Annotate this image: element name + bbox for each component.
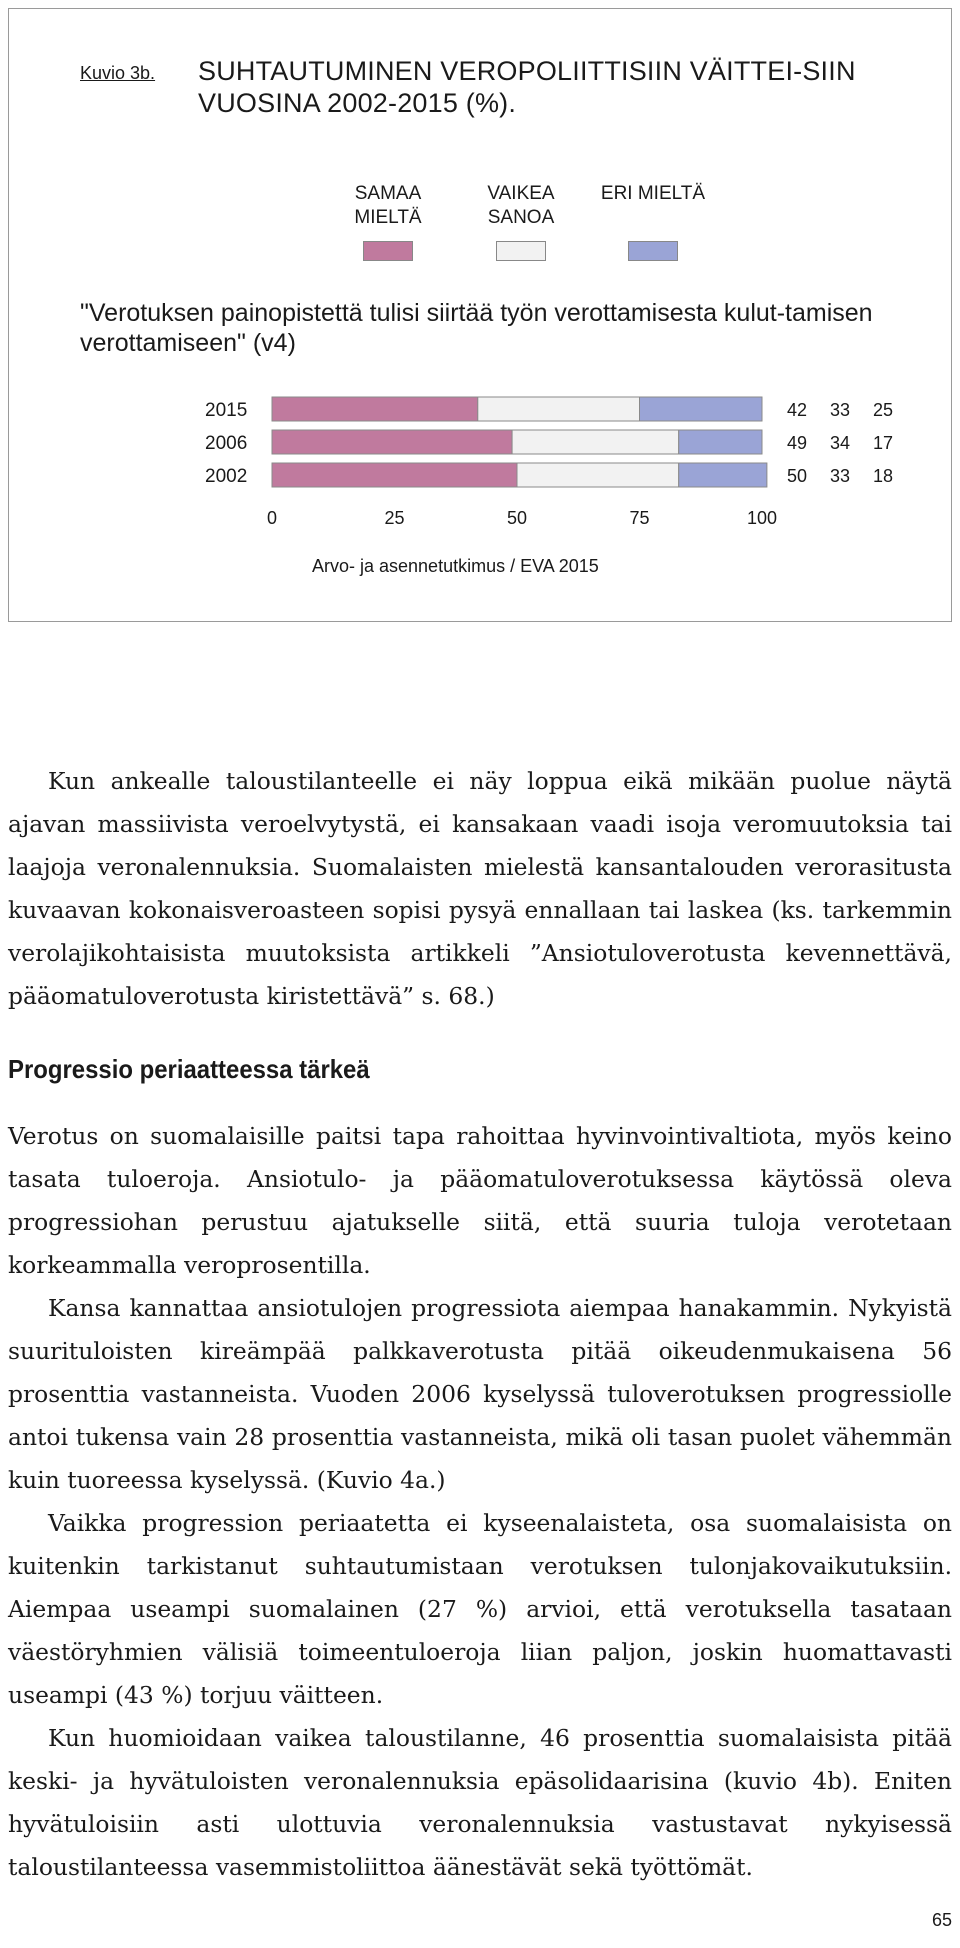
x-tick-label: 75	[629, 508, 650, 528]
value-label: 33	[829, 400, 851, 420]
value-label: 33	[829, 466, 851, 486]
figure-label: Kuvio 3b.	[80, 63, 156, 83]
section-heading: Progressio periaatteessa tärkeä	[8, 1054, 370, 1084]
value-label: 49	[786, 433, 808, 453]
body-paragraph-3: Kansa kannattaa ansiotulojen progressiota aiempaa hanakammin. Nykyistä suurituloisten kireämpää palkkaverotusta pitää oikeudenmukaisena 56 prosenttia vastanneista. Vuoden 2006 kyselyssä tuloverotuksen progressiolle antoi tukensa vain 28 prosenttia vastanneista, mikä oli tasan puolet vähemmän kuin tuoreessa kyselyssä. (Kuvio 4a.)	[8, 1294, 952, 1494]
legend-label-unsure: VAIKEA SANOA	[487, 183, 555, 228]
chart-source: Arvo- ja asennetutkimus / EVA 2015	[312, 556, 599, 576]
body-paragraph-2: Verotus on suomalaisille paitsi tapa rahoittaa hyvinvointivaltiota, myös keino tasata tuloeroja. Ansiotulo- ja pääomatuloverotuksessa käytössä oleva progressiohan perustuu ajatukselle siitä, että suuria tuloja verotetaan korkeammalla veroprosentilla.	[8, 1122, 952, 1279]
figure-title: SUHTAUTUMINEN VEROPOLIITTISIIN VÄITTEI-SIIN VUOSINA 2002-2015 (%).	[198, 56, 856, 118]
bar-segment	[679, 430, 762, 454]
chart-statement: "Verotuksen painopistettä tulisi siirtää työn verottamisesta kulut-tamisen verottamiseen" (v4)	[80, 299, 873, 357]
page-number: 65	[931, 1910, 952, 1930]
category-label: 2015	[205, 400, 248, 421]
category-label: 2002	[205, 466, 248, 487]
stacked-bar-chart	[0, 0, 960, 620]
bar-segment	[517, 463, 679, 487]
value-label: 17	[872, 433, 894, 453]
x-tick-label: 25	[384, 508, 405, 528]
category-label: 2006	[205, 433, 248, 454]
bar-segment	[272, 397, 478, 421]
value-label: 42	[786, 400, 808, 420]
x-tick-label: 0	[266, 508, 278, 528]
bar-segment	[512, 430, 679, 454]
x-tick-label: 50	[506, 508, 528, 528]
body-paragraph-1: Kun ankealle taloustilanteelle ei näy loppua eikä mikään puolue näytä ajavan massiivista veroelvytystä, ei kansakaan vaadi isoja veromuutoksia tai laajoja veronalennuksia. Suomalaisten mielestä kansantalouden verorasitusta kuvaavan kokonaisveroasteen sopisi pysyä ennallaan tai laskea (ks. tarkemmin verolajikohtaisista muutoksista artikkeli ”Ansiotuloverotusta kevennettävä, pääomatuloverotusta kiristettävä” s. 68.)	[8, 767, 952, 1010]
bar-segment	[679, 463, 767, 487]
value-label: 18	[872, 466, 894, 486]
value-label: 25	[872, 400, 894, 420]
x-tick-label: 100	[746, 508, 778, 528]
bar-segment	[640, 397, 763, 421]
bar-segment	[272, 430, 512, 454]
legend-label-agree: SAMAA MIELTÄ	[354, 183, 422, 228]
legend-label-disagree: ERI MIELTÄ	[600, 183, 706, 204]
value-label: 34	[829, 433, 851, 453]
body-paragraph-4: Vaikka progression periaatetta ei kyseenalaisteta, osa suomalaisista on kuitenkin tarkistanut suhtautumistaan verotuksen tulonjakovaikutuksiin. Aiempaa useampi suomalainen (27 %) arvioi, että verotuksella tasataan väestöryhmien välisiä toimeentuloeroja liian paljon, joskin huomattavasti useampi (43 %) torjuu väitteen.	[8, 1509, 952, 1709]
body-paragraph-5: Kun huomioidaan vaikea taloustilanne, 46 prosenttia suomalaisista pitää keski- ja hyvätuloisten veronalennuksia epäsolidaarisina (kuvio 4b). Eniten hyvätuloisiin asti ulottuvia veronalennuksia vastustavat nykyisessä taloustilanteessa vasemmistoliittoa äänestävät sekä työttömät.	[8, 1724, 952, 1881]
value-label: 50	[786, 466, 808, 486]
bar-segment	[478, 397, 640, 421]
bar-segment	[272, 463, 517, 487]
